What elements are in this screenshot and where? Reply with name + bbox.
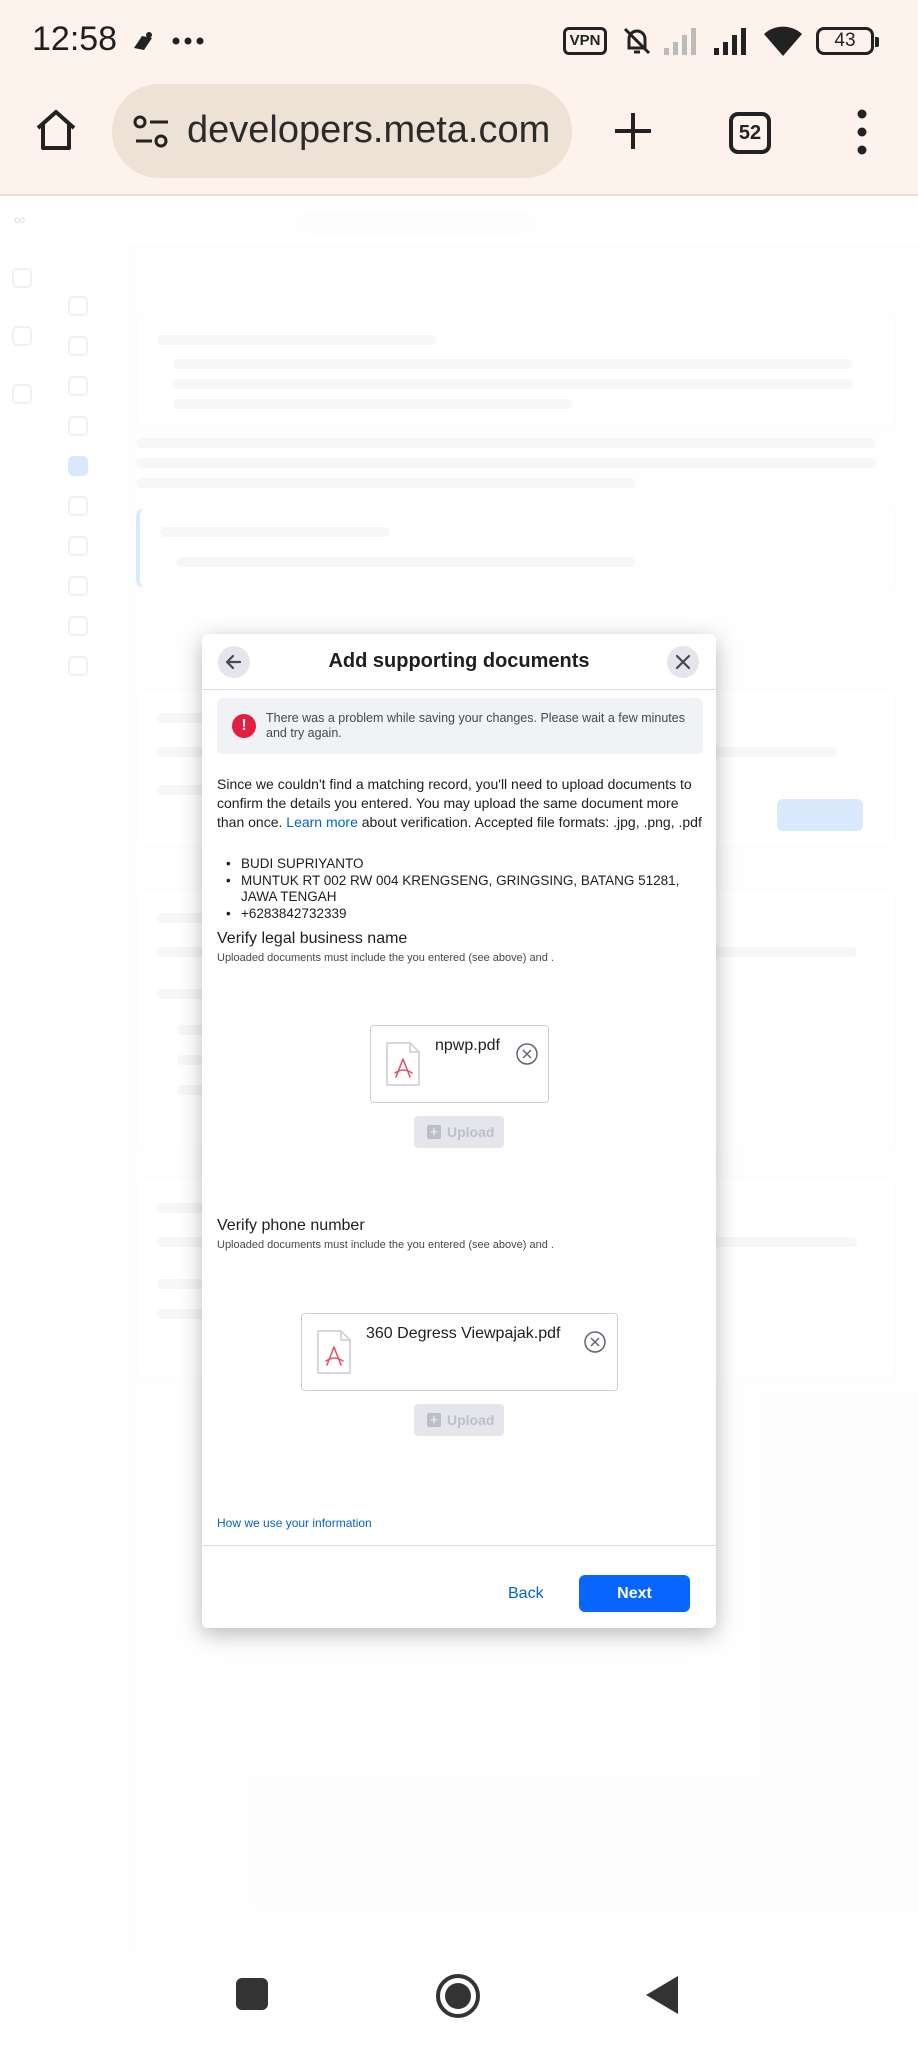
pdf-file-icon (317, 1330, 351, 1374)
close-button[interactable] (667, 646, 699, 678)
dialog-title: Add supporting documents (328, 650, 590, 672)
error-alert (217, 698, 703, 754)
uploaded-file-card (301, 1313, 618, 1391)
mute-icon (620, 24, 654, 58)
status-time: 12:58 (32, 20, 118, 58)
home-icon[interactable] (32, 106, 80, 154)
site-settings-icon[interactable] (132, 114, 172, 150)
error-alert-text: There was a problem while saving your changes. Please wait a few minutes and try again. (266, 711, 685, 740)
menu-icon[interactable] (852, 108, 872, 156)
upload-button[interactable] (414, 1404, 504, 1436)
learn-more-link[interactable]: Learn more (286, 814, 358, 830)
close-icon (667, 646, 699, 678)
pdf-file-icon (386, 1042, 420, 1086)
wifi-icon (762, 24, 804, 58)
section-business-name-title: Verify legal business name (217, 930, 408, 947)
tab-switcher-button[interactable]: 52 (729, 112, 771, 154)
home-circle-icon[interactable] (434, 1972, 482, 2020)
file-name: 360 Degress Viewpajak.pdf (366, 1325, 561, 1342)
battery-indicator: 43 (816, 27, 874, 55)
section-business-name-note: Uploaded documents must include the you entered (see above) and . (217, 952, 554, 964)
upload-button[interactable] (414, 1116, 504, 1148)
back-button[interactable]: Back (508, 1585, 544, 1602)
intro-text-start: Since we couldn't find a matching record, you'll need to upload documents to confirm the details you entered. You may upload the same document more than once. (217, 776, 692, 830)
section-phone-note: Uploaded documents must include the you entered (see above) and . (217, 1239, 554, 1251)
dialog-header (202, 634, 716, 690)
system-nav-bar (0, 1958, 918, 2048)
footer-divider (202, 1545, 716, 1546)
more-dots-icon (172, 36, 204, 46)
new-tab-icon[interactable] (612, 110, 654, 152)
remove-file-icon[interactable] (583, 1330, 607, 1354)
recents-square-icon[interactable] (234, 1976, 270, 2012)
next-button[interactable]: Next (579, 1575, 690, 1612)
vpn-badge: VPN (563, 27, 607, 55)
signal-weak-icon (662, 26, 702, 56)
error-icon: ! (232, 714, 256, 738)
add-documents-dialog (202, 634, 716, 1628)
intro-text (217, 775, 703, 832)
intro-text-end: about verification. Accepted file formats: .jpg, .png, .pdf (357, 814, 702, 830)
signal-icon (712, 26, 752, 56)
uploaded-file-card (370, 1025, 549, 1103)
section-phone-title: Verify phone number (217, 1217, 365, 1234)
url-text: developers.meta.com (187, 109, 551, 151)
upload-button-label: Upload (447, 1124, 495, 1140)
back-triangle-icon[interactable] (644, 1974, 680, 2016)
upload-button-label: Upload (447, 1412, 495, 1428)
file-name: npwp.pdf (435, 1037, 500, 1054)
browser-toolbar (0, 80, 918, 196)
detail-phone: • +6283842732339 (217, 906, 707, 923)
address-bar[interactable] (112, 84, 572, 178)
notification-icon (130, 28, 156, 54)
upload-icon: + (427, 1125, 441, 1139)
entered-details-list (217, 856, 707, 922)
detail-address: • MUNTUK RT 002 RW 004 KRENGSENG, GRINGSING, BATANG 51281, JAWA TENGAH (217, 873, 707, 906)
upload-icon: + (427, 1413, 441, 1427)
how-we-use-info-link[interactable]: How we use your information (217, 1516, 372, 1530)
remove-file-icon[interactable] (515, 1042, 539, 1066)
status-bar (0, 0, 918, 80)
detail-name: • BUDI SUPRIYANTO (217, 856, 707, 873)
